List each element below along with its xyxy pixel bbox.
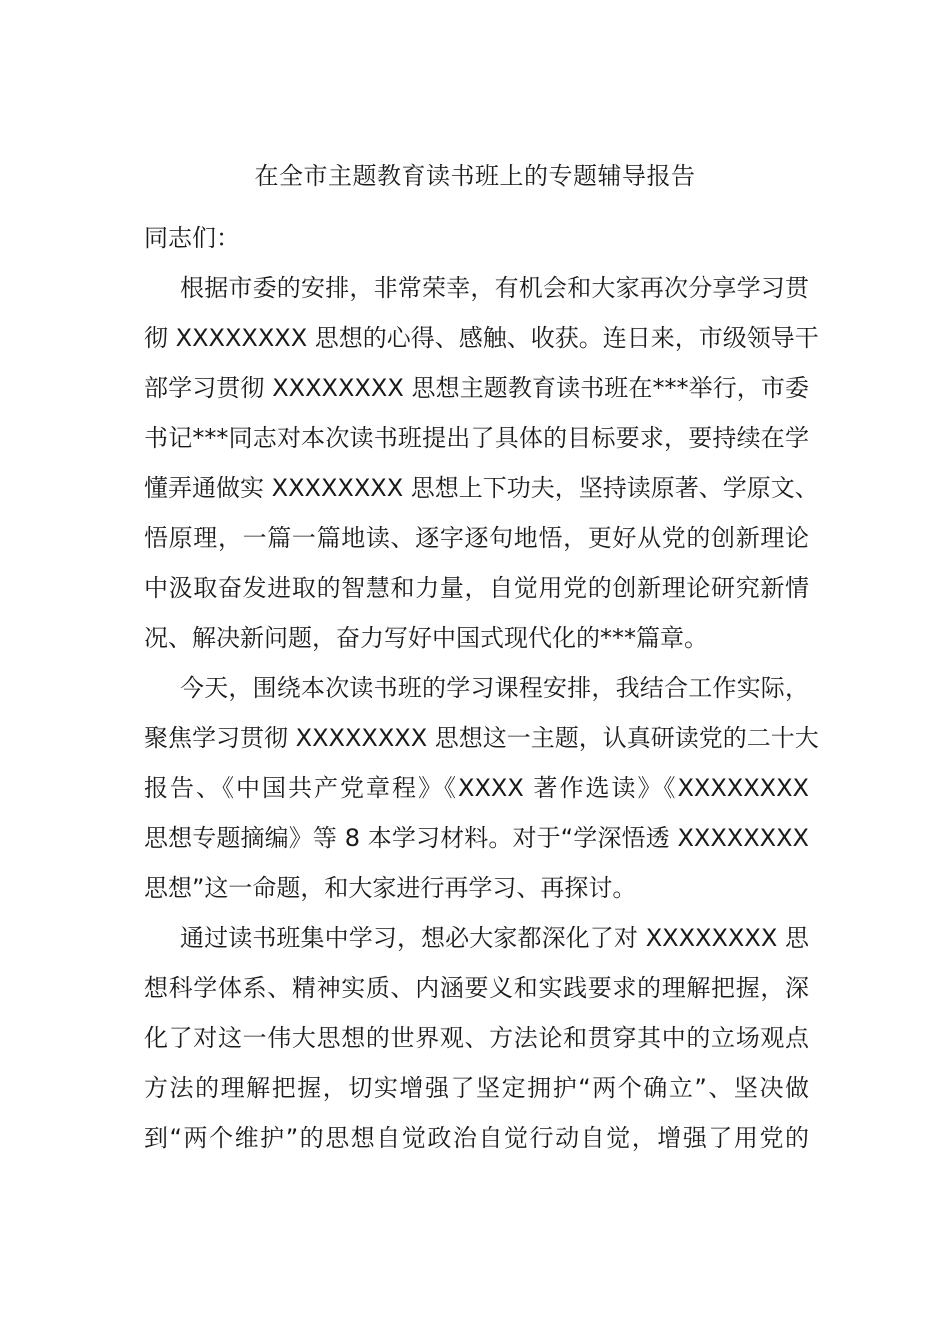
text-line: 报告、《中国共产党章程》《XXXX 著作选读》《XXXXXXXX	[144, 774, 809, 802]
text-line: 思想专题摘编》等 8 本学习材料。对于“学深悟透 XXXXXXXX	[144, 824, 809, 852]
text-line: 懂弄通做实 XXXXXXXX 思想上下功夫，坚持读原著、学原文、	[144, 474, 819, 502]
text-line: 今天，围绕本次读书班的学习课程安排，我结合工作实际，	[180, 674, 809, 702]
document-body	[144, 213, 819, 1163]
paragraph-1	[144, 263, 819, 663]
text-line: 通过读书班集中学习，想必大家都深化了对 XXXXXXXX 思	[180, 924, 809, 952]
text-line: 化了对这一伟大思想的世界观、方法论和贯穿其中的立场观点	[144, 1024, 809, 1052]
text-line: 况、解决新问题，奋力写好中国式现代化的***篇章。	[144, 624, 708, 652]
text-line: 思想”这一命题，和大家进行再学习、再探讨。	[144, 874, 637, 902]
paragraph-2	[144, 663, 819, 913]
text-line: 方法的理解把握，切实增强了坚定拥护“两个确立”、坚决做	[144, 1074, 809, 1102]
text-line: 聚焦学习贯彻 XXXXXXXX 思想这一主题，认真研读党的二十大	[144, 724, 819, 752]
text-line: 书记***同志对本次读书班提出了具体的目标要求，要持续在学	[144, 424, 809, 452]
text-line: 根据市委的安排，非常荣幸，有机会和大家再次分享学习贯	[180, 274, 809, 302]
text-line: 彻 XXXXXXXX 思想的心得、感触、收获。连日来，市级领导干	[144, 324, 819, 352]
document-title: 在全市主题教育读书班上的专题辅导报告	[254, 162, 696, 190]
salutation: 同志们：	[144, 224, 240, 252]
paragraph-3	[144, 913, 809, 1163]
text-line: 中汲取奋发进取的智慧和力量，自觉用党的创新理论研究新情	[144, 574, 809, 602]
text-line: 部学习贯彻 XXXXXXXX 思想主题教育读书班在***举行，市委	[144, 374, 809, 402]
text-line: 到“两个维护”的思想自觉政治自觉行动自觉，增强了用党的	[144, 1124, 809, 1152]
text-line: 悟原理，一篇一篇地读、逐字逐句地悟，更好从党的创新理论	[144, 524, 809, 552]
text-line: 想科学体系、精神实质、内涵要义和实践要求的理解把握，深	[144, 974, 809, 1002]
